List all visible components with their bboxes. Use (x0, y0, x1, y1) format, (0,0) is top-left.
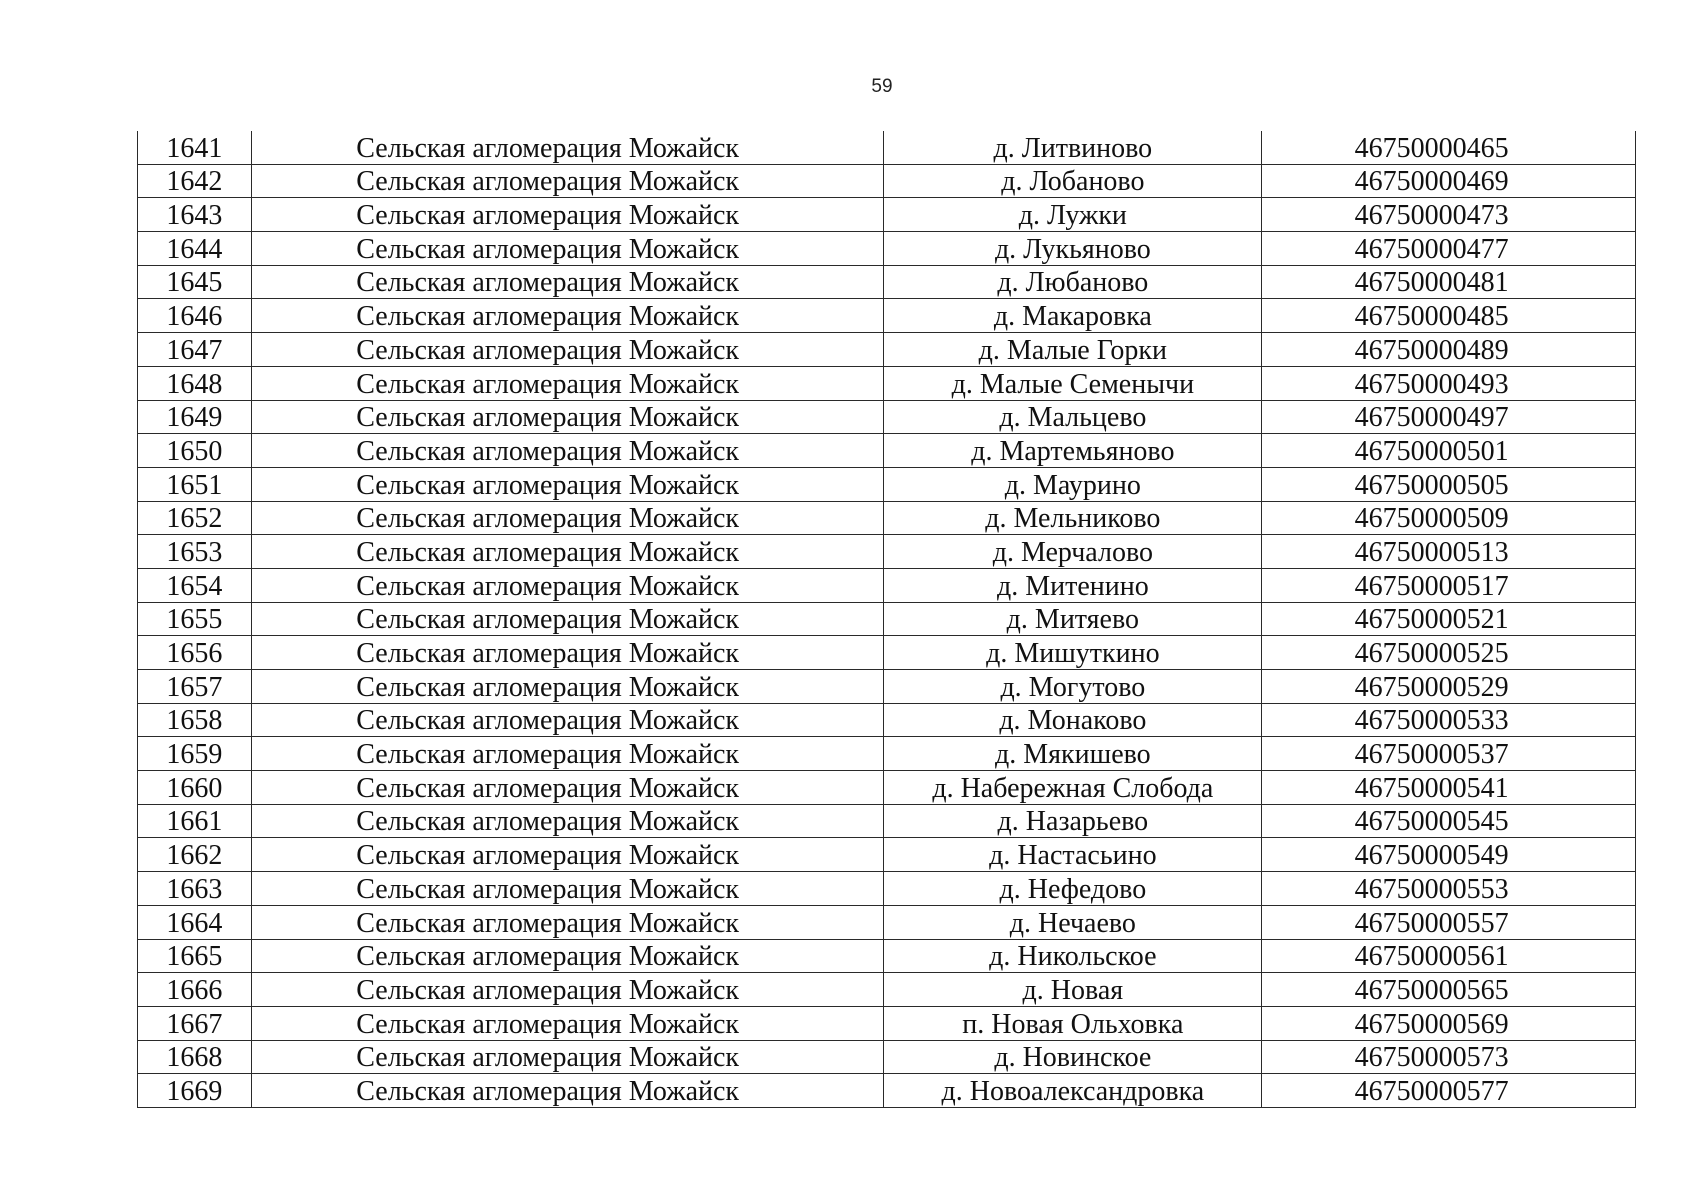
agglomeration-cell (251, 771, 884, 805)
table-row (138, 467, 1636, 501)
page-number: 59 (871, 76, 893, 97)
settlement-cell (884, 131, 1262, 164)
agglomeration-text: Сельская агломерация Можайск (356, 301, 740, 333)
agglomeration-text: Сельская агломерация Можайск (356, 368, 740, 400)
settlement-text: д. Макаровка (993, 301, 1152, 333)
agglomeration-cell (251, 1006, 884, 1040)
oktmo-code-cell (1262, 1074, 1636, 1108)
row-number-cell (138, 670, 252, 704)
agglomeration-text: Сельская агломерация Можайск (356, 739, 740, 771)
oktmo-code-text: 46750000561 (1354, 941, 1509, 973)
oktmo-code-cell (1262, 939, 1636, 973)
row-number-cell (138, 905, 252, 939)
oktmo-code-text: 46750000505 (1354, 469, 1509, 501)
settlement-text: д. Мерчалово (992, 536, 1153, 568)
settlement-text: д. Настасьино (989, 840, 1157, 872)
row-number-cell (138, 232, 252, 266)
row-number-cell (138, 265, 252, 299)
oktmo-code-text: 46750000469 (1354, 166, 1509, 198)
settlement-text: д. Литвиново (993, 132, 1153, 164)
agglomeration-cell (251, 703, 884, 737)
settlement-text: д. Никольское (989, 941, 1157, 973)
agglomeration-cell (251, 131, 884, 164)
agglomeration-text: Сельская агломерация Можайск (356, 638, 740, 669)
table-row (138, 1074, 1636, 1108)
agglomeration-text: Сельская агломерация Можайск (356, 1008, 740, 1040)
settlement-text: д. Лобаново (1001, 166, 1145, 198)
settlement-text: д. Набережная Слобода (932, 772, 1214, 804)
settlement-cell (884, 804, 1262, 838)
settlement-cell (884, 973, 1262, 1007)
settlement-text: д. Могутово (1000, 671, 1146, 703)
agglomeration-cell (251, 804, 884, 838)
agglomeration-text: Сельская агломерация Можайск (356, 604, 740, 636)
oktmo-code-cell (1262, 905, 1636, 939)
row-number-text: 1667 (166, 1008, 223, 1040)
oktmo-code-cell (1262, 434, 1636, 468)
table-row (138, 131, 1636, 164)
row-number-cell (138, 164, 252, 198)
row-number-text: 1665 (166, 941, 223, 973)
table-row (138, 872, 1636, 906)
row-number-text: 1647 (166, 334, 223, 366)
settlement-cell (884, 1040, 1262, 1074)
table-row (138, 636, 1636, 670)
settlement-text: д. Мишуткино (986, 638, 1160, 669)
table-row (138, 973, 1636, 1007)
settlement-cell (884, 501, 1262, 535)
row-number-cell (138, 602, 252, 636)
settlement-cell (884, 905, 1262, 939)
settlement-text: д. Новоалександровка (941, 1075, 1205, 1107)
oktmo-code-text: 46750000529 (1354, 671, 1509, 703)
agglomeration-text: Сельская агломерация Можайск (356, 570, 740, 602)
oktmo-code-cell (1262, 467, 1636, 501)
table-row (138, 501, 1636, 535)
agglomeration-text: Сельская агломерация Можайск (356, 840, 740, 872)
agglomeration-cell (251, 939, 884, 973)
agglomeration-text: Сельская агломерация Можайск (356, 469, 740, 501)
table-body (138, 131, 1636, 1107)
oktmo-code-text: 46750000473 (1354, 200, 1509, 232)
agglomeration-cell (251, 198, 884, 232)
settlement-cell (884, 400, 1262, 434)
oktmo-code-text: 46750000509 (1354, 503, 1509, 535)
agglomeration-text: Сельская агломерация Можайск (356, 873, 740, 905)
agglomeration-text: Сельская агломерация Можайск (356, 772, 740, 804)
settlement-text: д. Лукьяново (994, 233, 1151, 265)
oktmo-code-text: 46750000513 (1354, 536, 1509, 568)
settlement-text: д. Митяево (1006, 604, 1140, 636)
table-row (138, 265, 1636, 299)
oktmo-code-cell (1262, 265, 1636, 299)
oktmo-code-text: 46750000553 (1354, 873, 1509, 905)
table-row (138, 737, 1636, 771)
table-row (138, 1040, 1636, 1074)
settlement-cell (884, 771, 1262, 805)
oktmo-code-cell (1262, 636, 1636, 670)
table-row (138, 568, 1636, 602)
row-number-cell (138, 703, 252, 737)
table-row (138, 771, 1636, 805)
settlement-text: д. Новая (1022, 974, 1124, 1006)
oktmo-code-text: 46750000501 (1354, 435, 1509, 467)
agglomeration-text: Сельская агломерация Можайск (356, 503, 740, 535)
settlement-text: д. Мякишево (995, 739, 1151, 771)
oktmo-code-cell (1262, 973, 1636, 1007)
oktmo-code-cell (1262, 568, 1636, 602)
row-number-cell (138, 131, 252, 164)
oktmo-code-text: 46750000569 (1354, 1008, 1509, 1040)
oktmo-code-text: 46750000485 (1354, 301, 1509, 333)
settlement-cell (884, 703, 1262, 737)
row-number-cell (138, 366, 252, 400)
table-row (138, 535, 1636, 569)
row-number-text: 1644 (166, 233, 223, 265)
settlement-cell (884, 737, 1262, 771)
oktmo-code-text: 46750000573 (1354, 1042, 1509, 1074)
table-row (138, 400, 1636, 434)
oktmo-code-text: 46750000565 (1354, 974, 1509, 1006)
agglomeration-cell (251, 872, 884, 906)
row-number-cell (138, 467, 252, 501)
oktmo-code-cell (1262, 501, 1636, 535)
row-number-text: 1656 (166, 638, 223, 669)
agglomeration-text: Сельская агломерация Можайск (356, 435, 740, 467)
table-row (138, 333, 1636, 367)
table-row (138, 232, 1636, 266)
oktmo-code-cell (1262, 771, 1636, 805)
agglomeration-cell (251, 333, 884, 367)
agglomeration-cell (251, 737, 884, 771)
table-row (138, 198, 1636, 232)
row-number-cell (138, 973, 252, 1007)
row-number-cell (138, 872, 252, 906)
row-number-text: 1655 (166, 604, 223, 636)
settlement-text: д. Мальцево (999, 402, 1147, 434)
table-row (138, 299, 1636, 333)
oktmo-code-cell (1262, 131, 1636, 164)
agglomeration-cell (251, 568, 884, 602)
agglomeration-text: Сельская агломерация Можайск (356, 233, 740, 265)
oktmo-code-text: 46750000545 (1354, 806, 1509, 838)
oktmo-code-text: 46750000481 (1354, 267, 1509, 299)
oktmo-code-cell (1262, 804, 1636, 838)
agglomeration-cell (251, 838, 884, 872)
row-number-cell (138, 1074, 252, 1108)
settlement-text: д. Нечаево (1009, 907, 1136, 939)
settlement-text: д. Нефедово (999, 873, 1147, 905)
row-number-text: 1659 (166, 739, 223, 771)
agglomeration-text: Сельская агломерация Можайск (356, 907, 740, 939)
row-number-cell (138, 400, 252, 434)
row-number-cell (138, 1040, 252, 1074)
agglomeration-cell (251, 400, 884, 434)
row-number-cell (138, 434, 252, 468)
row-number-cell (138, 299, 252, 333)
oktmo-code-text: 46750000497 (1354, 402, 1509, 434)
row-number-text: 1663 (166, 873, 223, 905)
row-number-text: 1661 (166, 806, 223, 838)
agglomeration-cell (251, 1040, 884, 1074)
agglomeration-text: Сельская агломерация Можайск (356, 166, 740, 198)
settlement-text: п. Новая Ольховка (962, 1008, 1184, 1040)
table-row (138, 434, 1636, 468)
row-number-text: 1668 (166, 1042, 223, 1074)
row-number-cell (138, 771, 252, 805)
agglomeration-text: Сельская агломерация Можайск (356, 267, 740, 299)
oktmo-code-cell (1262, 872, 1636, 906)
settlement-text: д. Малые Семенычи (951, 368, 1195, 400)
oktmo-code-cell (1262, 535, 1636, 569)
oktmo-code-text: 46750000517 (1354, 570, 1509, 602)
oktmo-code-text: 46750000525 (1354, 638, 1509, 669)
oktmo-code-text: 46750000577 (1354, 1075, 1509, 1107)
row-number-text: 1657 (166, 671, 223, 703)
agglomeration-text: Сельская агломерация Можайск (356, 536, 740, 568)
agglomeration-cell (251, 434, 884, 468)
row-number-text: 1666 (166, 974, 223, 1006)
oktmo-code-cell (1262, 333, 1636, 367)
agglomeration-cell (251, 232, 884, 266)
agglomeration-text: Сельская агломерация Можайск (356, 1042, 740, 1074)
agglomeration-text: Сельская агломерация Можайск (356, 200, 740, 232)
row-number-cell (138, 568, 252, 602)
settlement-cell (884, 838, 1262, 872)
agglomeration-text: Сельская агломерация Можайск (356, 1075, 740, 1107)
oktmo-code-text: 46750000489 (1354, 334, 1509, 366)
agglomeration-text: Сельская агломерация Можайск (356, 334, 740, 366)
row-number-text: 1646 (166, 301, 223, 333)
table-row (138, 939, 1636, 973)
agglomeration-cell (251, 299, 884, 333)
settlement-text: д. Монаково (999, 705, 1147, 737)
settlement-cell (884, 872, 1262, 906)
row-number-text: 1653 (166, 536, 223, 568)
settlement-text: д. Малые Горки (978, 334, 1168, 366)
settlement-text: д. Мельниково (985, 503, 1161, 535)
settlements-table (137, 131, 1636, 1108)
row-number-cell (138, 939, 252, 973)
oktmo-code-cell (1262, 299, 1636, 333)
agglomeration-text: Сельская агломерация Можайск (356, 671, 740, 703)
settlement-cell (884, 299, 1262, 333)
row-number-text: 1652 (166, 503, 223, 535)
oktmo-code-text: 46750000493 (1354, 368, 1509, 400)
agglomeration-cell (251, 670, 884, 704)
row-number-cell (138, 501, 252, 535)
agglomeration-text: Сельская агломерация Можайск (356, 974, 740, 1006)
agglomeration-text: Сельская агломерация Можайск (356, 806, 740, 838)
agglomeration-text: Сельская агломерация Можайск (356, 941, 740, 973)
settlement-cell (884, 232, 1262, 266)
oktmo-code-text: 46750000537 (1354, 739, 1509, 771)
oktmo-code-cell (1262, 198, 1636, 232)
row-number-cell (138, 636, 252, 670)
table-row (138, 602, 1636, 636)
row-number-text: 1664 (166, 907, 223, 939)
agglomeration-cell (251, 973, 884, 1007)
oktmo-code-cell (1262, 602, 1636, 636)
agglomeration-text: Сельская агломерация Можайск (356, 132, 740, 164)
oktmo-code-text: 46750000541 (1354, 772, 1509, 804)
settlement-cell (884, 636, 1262, 670)
oktmo-code-cell (1262, 737, 1636, 771)
row-number-text: 1645 (166, 267, 223, 299)
row-number-text: 1648 (166, 368, 223, 400)
oktmo-code-cell (1262, 164, 1636, 198)
oktmo-code-text: 46750000521 (1354, 604, 1509, 636)
oktmo-code-cell (1262, 400, 1636, 434)
settlement-cell (884, 265, 1262, 299)
agglomeration-cell (251, 265, 884, 299)
agglomeration-cell (251, 535, 884, 569)
row-number-cell (138, 333, 252, 367)
row-number-cell (138, 804, 252, 838)
row-number-text: 1642 (166, 166, 223, 198)
table-row (138, 366, 1636, 400)
oktmo-code-cell (1262, 1040, 1636, 1074)
oktmo-code-text: 46750000477 (1354, 233, 1509, 265)
row-number-text: 1658 (166, 705, 223, 737)
table-row (138, 804, 1636, 838)
row-number-text: 1651 (166, 469, 223, 501)
row-number-text: 1662 (166, 840, 223, 872)
agglomeration-cell (251, 636, 884, 670)
settlement-cell (884, 198, 1262, 232)
settlement-cell (884, 164, 1262, 198)
row-number-text: 1660 (166, 772, 223, 804)
row-number-cell (138, 535, 252, 569)
oktmo-code-cell (1262, 366, 1636, 400)
row-number-text: 1643 (166, 200, 223, 232)
settlement-cell (884, 434, 1262, 468)
agglomeration-text: Сельская агломерация Можайск (356, 402, 740, 434)
settlement-text: д. Новинское (994, 1042, 1152, 1074)
oktmo-code-text: 46750000465 (1354, 132, 1509, 164)
agglomeration-cell (251, 164, 884, 198)
oktmo-code-text: 46750000557 (1354, 907, 1509, 939)
settlement-text: д. Мартемьяново (971, 435, 1175, 467)
table-row (138, 838, 1636, 872)
oktmo-code-cell (1262, 232, 1636, 266)
table-row (138, 703, 1636, 737)
row-number-text: 1669 (166, 1075, 223, 1107)
settlement-cell (884, 939, 1262, 973)
settlement-cell (884, 670, 1262, 704)
row-number-cell (138, 737, 252, 771)
table-row (138, 1006, 1636, 1040)
table-row (138, 164, 1636, 198)
agglomeration-cell (251, 467, 884, 501)
settlement-cell (884, 1074, 1262, 1108)
agglomeration-cell (251, 905, 884, 939)
table-row (138, 670, 1636, 704)
settlement-text: д. Назарьево (997, 806, 1149, 838)
settlement-cell (884, 1006, 1262, 1040)
oktmo-code-text: 46750000533 (1354, 705, 1509, 737)
agglomeration-cell (251, 501, 884, 535)
oktmo-code-cell (1262, 703, 1636, 737)
oktmo-code-text: 46750000549 (1354, 840, 1509, 872)
row-number-text: 1641 (166, 132, 223, 164)
settlement-cell (884, 333, 1262, 367)
row-number-cell (138, 838, 252, 872)
settlement-cell (884, 535, 1262, 569)
settlement-cell (884, 568, 1262, 602)
agglomeration-cell (251, 366, 884, 400)
oktmo-code-cell (1262, 838, 1636, 872)
agglomeration-text: Сельская агломерация Можайск (356, 705, 740, 737)
row-number-cell (138, 198, 252, 232)
row-number-cell (138, 1006, 252, 1040)
settlement-cell (884, 602, 1262, 636)
settlement-text: д. Митенино (996, 570, 1149, 602)
row-number-text: 1650 (166, 435, 223, 467)
agglomeration-cell (251, 602, 884, 636)
settlement-cell (884, 467, 1262, 501)
row-number-text: 1654 (166, 570, 223, 602)
oktmo-code-cell (1262, 1006, 1636, 1040)
settlement-text: д. Маурино (1004, 469, 1141, 501)
agglomeration-cell (251, 1074, 884, 1108)
settlement-text: д. Любаново (997, 267, 1149, 299)
row-number-text: 1649 (166, 402, 223, 434)
settlement-cell (884, 366, 1262, 400)
settlement-text: д. Лужки (1018, 200, 1127, 232)
table-row (138, 905, 1636, 939)
oktmo-code-cell (1262, 670, 1636, 704)
